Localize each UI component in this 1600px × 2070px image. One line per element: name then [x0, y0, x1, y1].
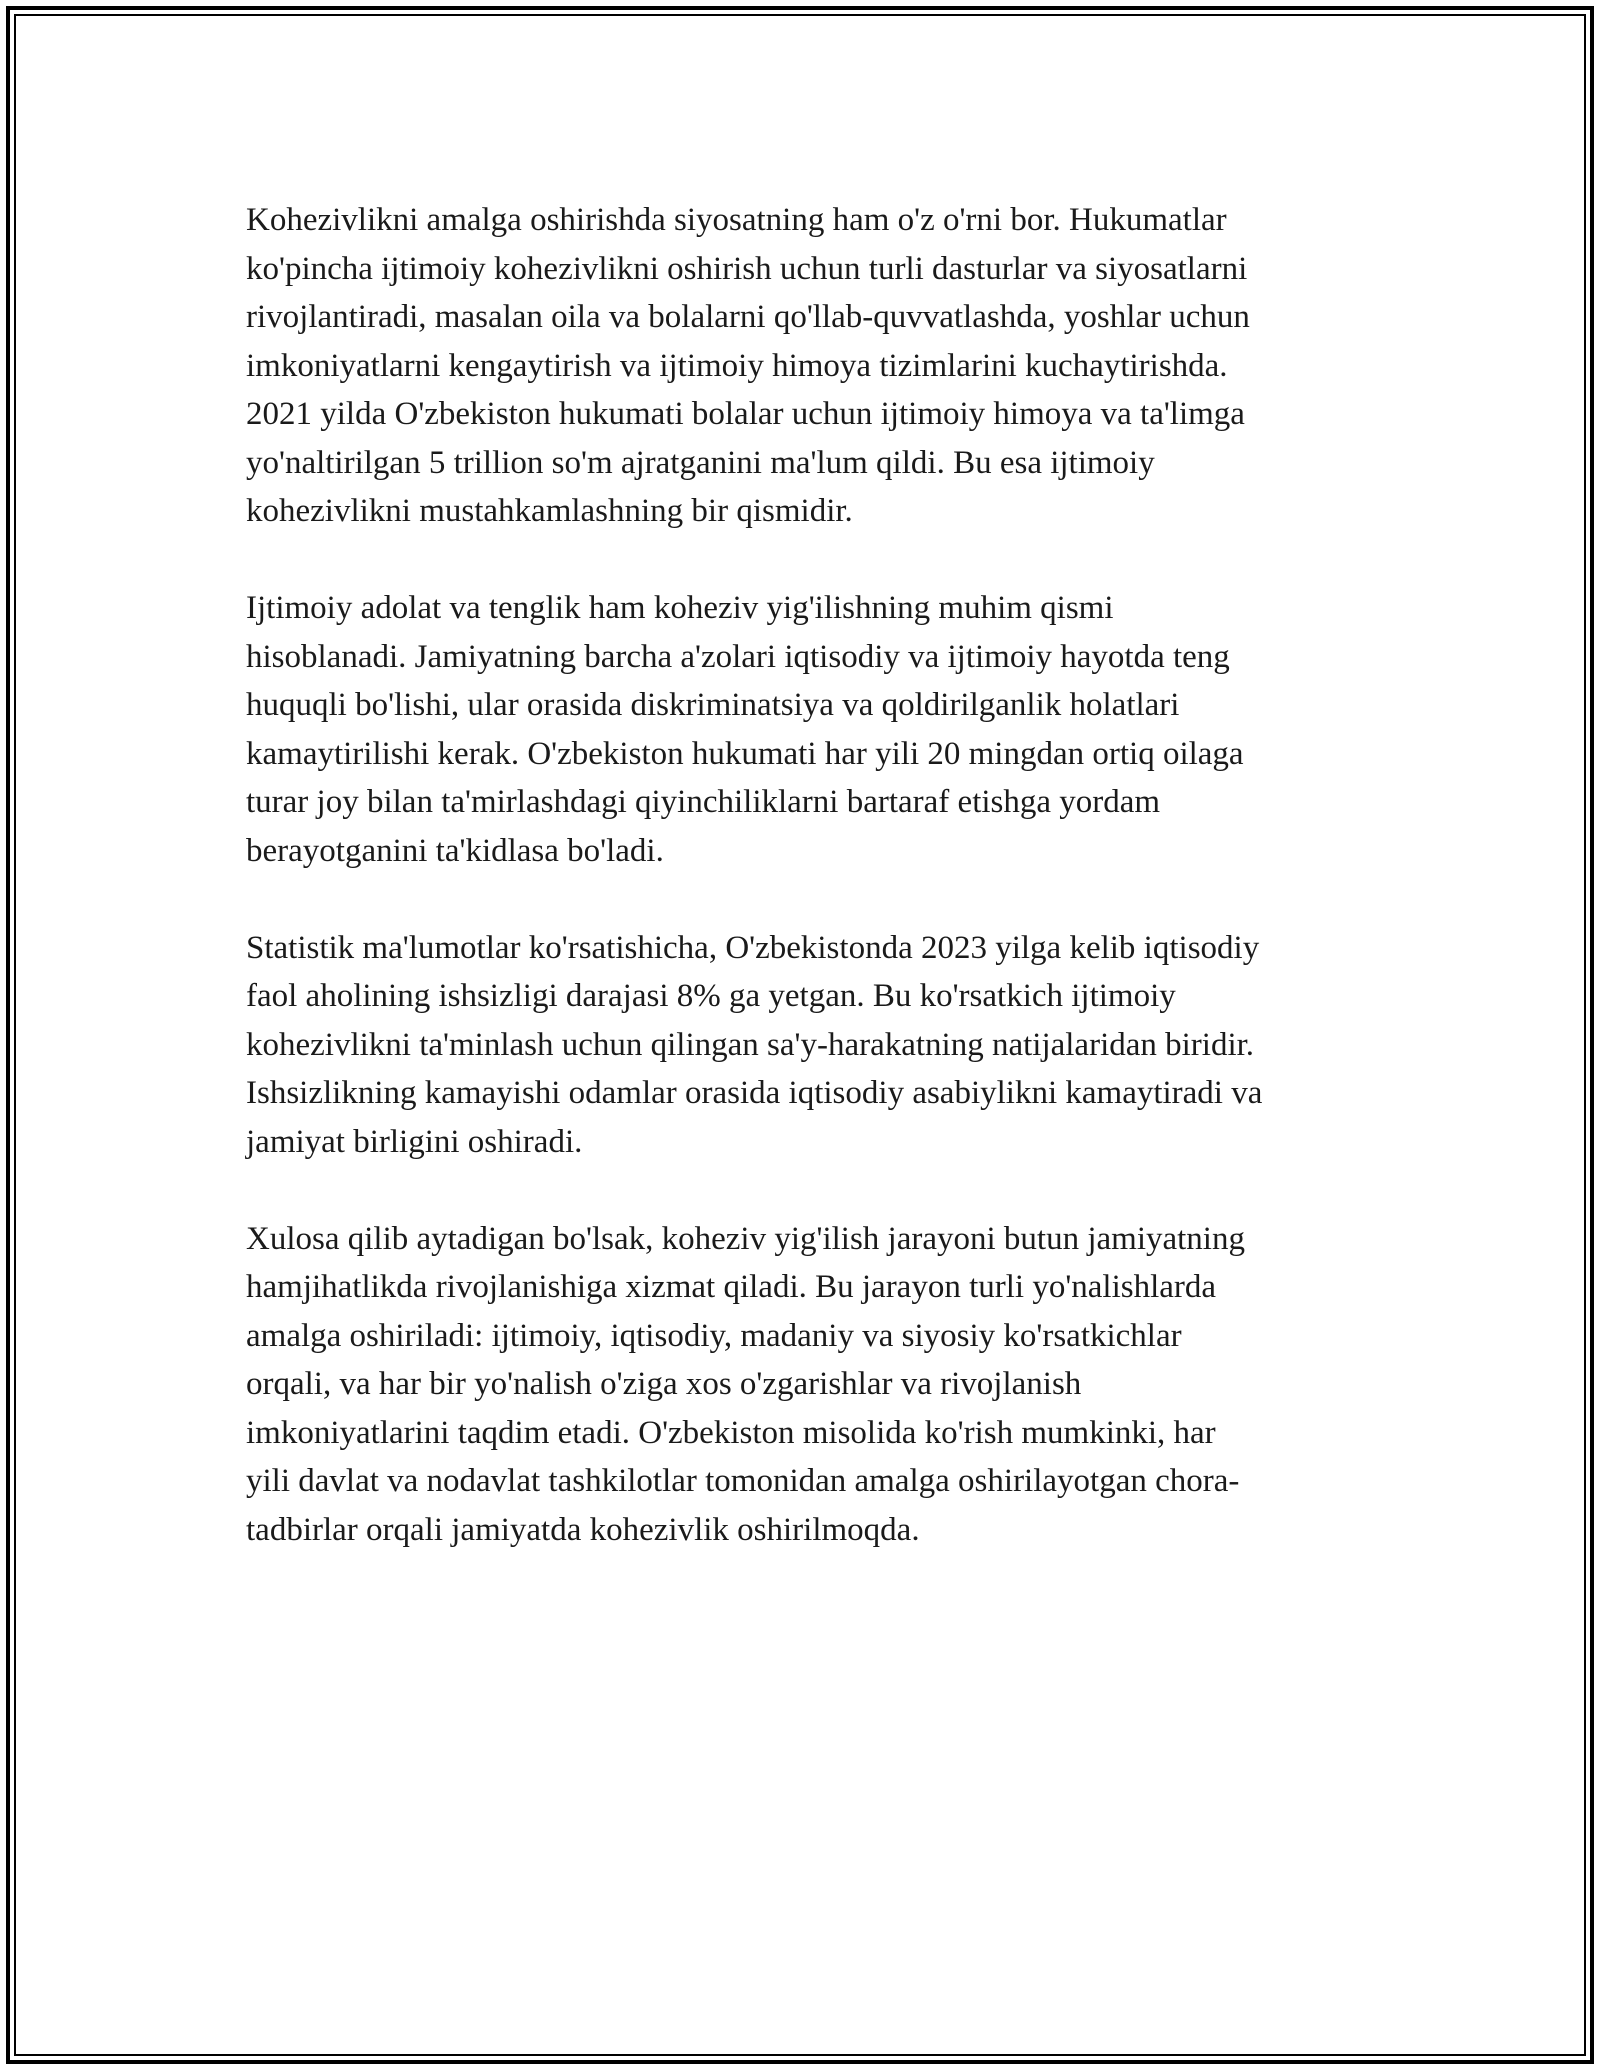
text-line: orqali, va har bir yo'nalish o'ziga xos o'zgarishlar va rivojlanish — [246, 1366, 1082, 1402]
paragraph-social-justice — [246, 584, 1376, 875]
text-line: Ijtimoiy adolat va tenglik ham koheziv yig'ilishning muhim qismi — [246, 590, 1114, 626]
text-line: turar joy bilan ta'mirlashdagi qiyinchiliklarni bartaraf etishga yordam — [246, 784, 1161, 820]
text-line: imkoniyatlarini taqdim etadi. O'zbekiston misolida ko'rish mumkinki, har — [246, 1414, 1216, 1451]
text-line: berayotganini ta'kidlasa bo'ladi. — [246, 832, 664, 869]
text-line: tadbirlar orqali jamiyatda kohezivlik oshirilmoqda. — [246, 1511, 920, 1548]
text-line: 2021 yilda O'zbekiston hukumati bolalar uchun ijtimoiy himoya va ta'limga — [246, 396, 1245, 432]
text-line: Xulosa qilib aytadigan bo'lsak, koheziv yig'ilish jarayoni butun jamiyatning — [246, 1220, 1245, 1257]
text-line: hamjihatlikda rivojlanishiga xizmat qiladi. Bu jarayon turli yo'nalishlarda — [246, 1269, 1217, 1305]
text-line: amalga oshiriladi: ijtimoiy, iqtisodiy, madaniy va siyosiy ko'rsatkichlar — [246, 1317, 1182, 1354]
text-line: huquqli bo'lishi, ular orasida diskriminatsiya va qoldirilganlik holatlari — [246, 687, 1180, 723]
text-line: faol aholining ishsizligi darajasi 8% ga yetgan. Bu ko'rsatkich ijtimoiy — [246, 978, 1176, 1014]
text-line: Ishsizlikning kamayishi odamlar orasida iqtisodiy asabiylikni kamaytiradi va — [246, 1075, 1263, 1111]
page-frame — [6, 6, 1594, 2064]
document-body — [246, 196, 1376, 1603]
text-line: ko'pincha ijtimoiy kohezivlikni oshirish uchun turli dasturlar va siyosatlarni — [246, 250, 1248, 287]
text-line: rivojlantiradi, masalan oila va bolalarni qo'llab-quvvatlashda, yoshlar uchun — [246, 299, 1250, 335]
text-line: hisoblanadi. Jamiyatning barcha a'zolari iqtisodiy va ijtimoiy hayotda teng — [246, 638, 1230, 675]
paragraph-conclusion — [246, 1215, 1376, 1555]
text-line: yo'naltirilgan 5 trillion so'm ajratganini ma'lum qildi. Bu esa ijtimoiy — [246, 444, 1155, 481]
paragraph-statistics — [246, 924, 1376, 1167]
text-line: yili davlat va nodavlat tashkilotlar tomonidan amalga oshirilayotgan chora- — [246, 1463, 1240, 1499]
text-line: kohezivlikni ta'minlash uchun qilingan sa'y-harakatning natijalaridan biridir. — [246, 1026, 1255, 1063]
text-line: Kohezivlikni amalga oshirishda siyosatning ham o'z o'rni bor. Hukumatlar — [246, 202, 1227, 238]
text-line: kamaytirilishi kerak. O'zbekiston hukumati har yili 20 mingdan ortiq oilaga — [246, 735, 1244, 772]
text-line: kohezivlikni mustahkamlashning bir qismidir. — [246, 493, 853, 529]
text-line: Statistik ma'lumotlar ko'rsatishicha, O'zbekistonda 2023 yilga kelib iqtisodiy — [246, 929, 1260, 966]
text-line: imkoniyatlarni kengaytirish va ijtimoiy himoya tizimlarini kuchaytirishda. — [246, 347, 1228, 384]
text-line: jamiyat birligini oshiradi. — [246, 1123, 583, 1160]
paragraph-policy — [246, 196, 1376, 536]
